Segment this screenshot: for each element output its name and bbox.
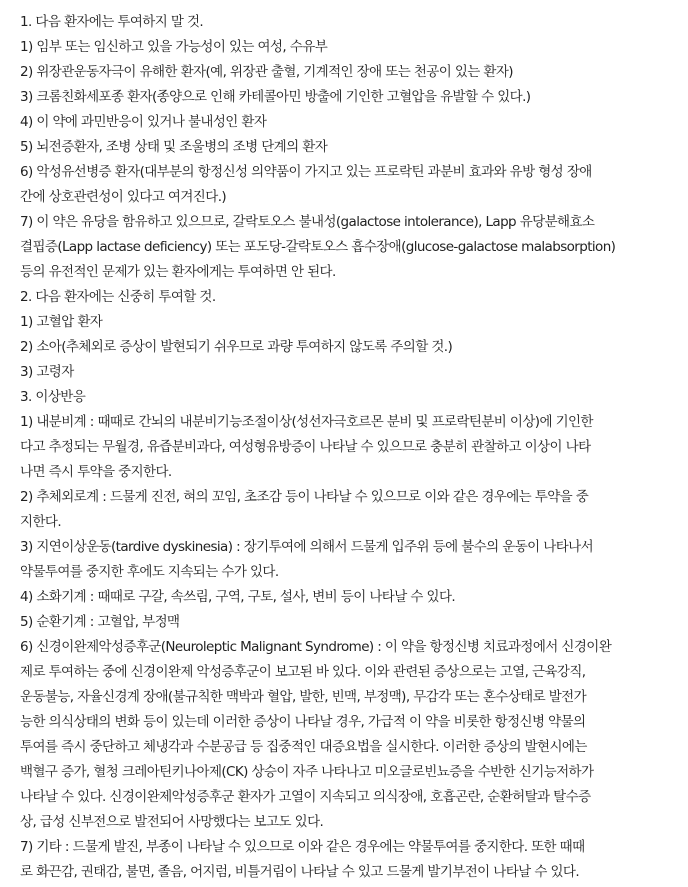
text-line: 6) 악성유선병증 환자(대부분의 항정신성 의약품이 가지고 있는 프로락틴 과분비 효과와 유방 형성 장애 [20, 164, 592, 180]
text-line: 능한 의식상태의 변화 등이 있는데 이러한 증상이 나타날 경우, 가급적 이 약을 비롯한 항정신병 약물의 [20, 714, 586, 730]
text-line: 운동불능, 자율신경계 장애(불규칙한 맥박과 혈압, 발한, 빈맥, 부정맥), 무감각 또는 혼수상태로 발전가 [20, 689, 587, 705]
text-line: 간에 상호관련성이 있다고 여겨진다.) [20, 189, 227, 205]
text-line: 로 화끈감, 권태감, 불면, 졸음, 어지럼, 비틀거림이 나타날 수 있고 드물게 발기부전이 나타날 수 있다. [20, 864, 580, 880]
text-line: 제로 투여하는 중에 신경이완제 악성증후군이 보고된 바 있다. 이와 관련된 증상으로는 고열, 근육강직, [20, 664, 586, 680]
text-line: 2) 추체외로계 : 드물게 진전, 혀의 꼬임, 초조감 등이 나타날 수 있으므로 이와 같은 경우에는 투약을 중 [20, 489, 589, 505]
text-line: 3. 이상반응 [20, 389, 86, 405]
text-line: 2. 다음 환자에는 신중히 투여할 것. [20, 289, 216, 305]
text-line: 상, 급성 신부전으로 발전되어 사망했다는 보고도 있다. [20, 814, 324, 830]
text-line: 5) 순환기계 : 고혈압, 부정맥 [20, 614, 180, 630]
text-line: 7) 기타 : 드물게 발진, 부종이 나타날 수 있으므로 이와 같은 경우에는 약물투여를 중지한다. 또한 때때 [20, 839, 585, 855]
text-line: 지한다. [20, 514, 62, 530]
text-line: 2) 소아(추체외로 증상이 발현되기 쉬우므로 과량 투여하지 않도록 주의할 것.) [20, 339, 453, 355]
text-line: 투여를 즉시 중단하고 체냉각과 수분공급 등 집중적인 대증요법을 실시한다. 이러한 증상의 발현시에는 [20, 739, 587, 755]
text-line: 나면 즉시 투약을 중지한다. [20, 464, 172, 480]
text-line: 4) 소화기계 : 때때로 구갈, 속쓰림, 구역, 구토, 설사, 변비 등이 나타날 수 있다. [20, 589, 456, 605]
text-line: 1) 고혈압 환자 [20, 314, 103, 330]
document-body [20, 10, 682, 885]
text-line: 1. 다음 환자에는 투여하지 말 것. [20, 14, 204, 30]
text-line: 5) 뇌전증환자, 조병 상태 및 조울병의 조병 단계의 환자 [20, 139, 328, 155]
text-line: 3) 크롬친화세포종 환자(종양으로 인해 카테콜아민 방출에 기인한 고혈압을 유발할 수 있다.) [20, 89, 531, 105]
text-line: 나타날 수 있다. 신경이완제악성증후군 환자가 고열이 지속되고 의식장애, 호흡곤란, 순환허탈과 탈수증 [20, 789, 591, 805]
text-line: 약물투여를 중지한 후에도 지속되는 수가 있다. [20, 564, 279, 580]
text-line: 6) 신경이완제악성증후군(Neuroleptic Malignant Syndrome) : 이 약을 항정신병 치료과정에서 신경이완 [20, 639, 612, 655]
text-line: 등의 유전적인 문제가 있는 환자에게는 투여하면 안 된다. [20, 264, 336, 280]
text-line: 백혈구 증가, 혈청 크레아틴키나아제(CK) 상승이 자주 나타나고 미오글로빈뇨증을 수반한 신기능저하가 [20, 764, 594, 780]
text-line: 결핍증(Lapp lactase deficiency) 또는 포도당-갈락토오스 흡수장애(glucose-galactose malabsorption) [20, 239, 616, 255]
text-line: 3) 고령자 [20, 364, 74, 380]
text-line: 1) 내분비계 : 때때로 간뇌의 내분비기능조절이상(성선자극호르몬 분비 및 프로락틴분비 이상)에 기인한 [20, 414, 593, 430]
text-line: 1) 임부 또는 임신하고 있을 가능성이 있는 여성, 수유부 [20, 39, 328, 55]
text-line: 3) 지연이상운동(tardive dyskinesia) : 장기투여에 의해서 드물게 입주위 등에 불수의 운동이 나타나서 [20, 539, 594, 555]
text-line: 7) 이 약은 유당을 함유하고 있으므로, 갈락토오스 불내성(galactose intolerance), Lapp 유당분해효소 [20, 214, 595, 230]
text-line: 다고 추정되는 무월경, 유즙분비과다, 여성형유방증이 나타날 수 있으므로 충분히 관찰하고 이상이 나타 [20, 439, 591, 455]
text-line: 2) 위장관운동자극이 유해한 환자(예, 위장관 출혈, 기계적인 장애 또는 천공이 있는 환자) [20, 64, 513, 80]
text-line: 4) 이 약에 과민반응이 있거나 불내성인 환자 [20, 114, 267, 130]
